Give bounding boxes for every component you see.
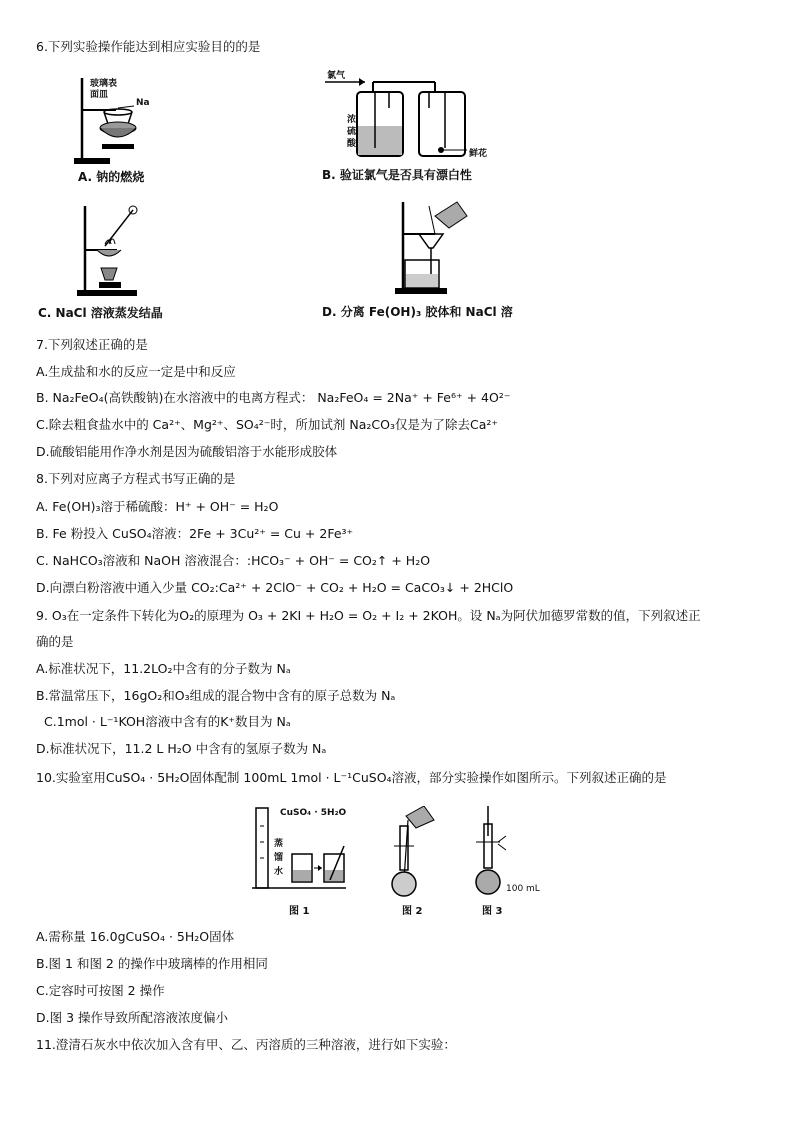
figure-a-label-dish-2: 面皿 (90, 90, 109, 100)
figure-b-chlorine-bleaching (325, 68, 495, 166)
q10-figure-3-label-volume: 100 mL (506, 884, 540, 894)
q6-stem: 6.下列实验操作能达到相应实验目的的是 (36, 39, 261, 54)
q8-option-b: B. Fe 粉投入 CuSO₄溶液：2Fe + 3Cu²⁺ = Cu + 2Fe³⁺ (36, 526, 354, 541)
figure-c-caption: C. NaCl 溶液蒸发结晶 (38, 306, 163, 320)
q11-stem: 11.澄清石灰水中依次加入含有甲、乙、丙溶质的三种溶液，进行如下实验： (36, 1037, 456, 1052)
figure-d-caption: D. 分离 Fe(OH)₃ 胶体和 NaCl 溶 (322, 305, 513, 319)
q10-figure-2-transfer (386, 806, 436, 902)
figure-d-filtration (395, 196, 475, 300)
q10-figure-2-caption: 图 2 (402, 906, 423, 917)
q10-figure-1-label-water-2: 馏 (274, 853, 284, 863)
q10-option-a: A.需称量 16.0gCuSO₄ · 5H₂O固体 (36, 929, 235, 944)
q7-option-b: B. Na₂FeO₄(高铁酸钠)在水溶液中的电离方程式： Na₂FeO₄ = 2Na⁺ + Fe⁶⁺ + 4O²⁻ (36, 390, 511, 405)
figure-c-evaporation (75, 200, 155, 300)
q7-option-d: D.硫酸铝能用作净水剂是因为硫酸铝溶于水能形成胶体 (36, 444, 338, 459)
q10-figure-1-label-water-1: 蒸 (274, 839, 284, 849)
q9-option-a: A.标准状况下，11.2LO₂中含有的分子数为 Nₐ (36, 661, 291, 676)
q10-stem: 10.实验室用CuSO₄ · 5H₂O固体配制 100mL 1mol · L⁻¹CuSO₄溶液，部分实验操作如图所示。下列叙述正确的是 (36, 770, 667, 785)
q10-figure-1-label-salt: CuSO₄ · 5H₂O (280, 808, 347, 818)
q8-option-c: C. NaHCO₃溶液和 NaOH 溶液混合：:HCO₃⁻ + OH⁻ = CO₂↑ + H₂O (36, 553, 431, 568)
figure-a-label-dish-1: 玻璃表 (90, 79, 118, 89)
q7-stem: 7.下列叙述正确的是 (36, 337, 148, 352)
q10-option-b: B.图 1 和图 2 的操作中玻璃棒的作用相同 (36, 956, 268, 971)
figure-a-caption: A. 钠的燃烧 (78, 170, 145, 184)
figure-b-label-flower: 鲜花 (469, 149, 488, 159)
q10-option-c: C.定容时可按图 2 操作 (36, 983, 165, 998)
q9-stem-line1: 9. O₃在一定条件下转化为O₂的原理为 O₃ + 2KI + H₂O = O₂ + I₂ + 2KOH。设 Nₐ为阿伏加德罗常数的值，下列叙述正 (36, 608, 701, 623)
q7-option-a: A.生成盐和水的反应一定是中和反应 (36, 364, 236, 379)
figure-b-label-acid-2: 硫 (347, 127, 357, 137)
q10-figure-1-label-water-3: 水 (274, 867, 284, 877)
q9-option-d: D.标准状况下，11.2 L H₂O 中含有的氢原子数为 Nₐ (36, 741, 327, 756)
figure-b-label-chlorine: 氯气 (327, 71, 346, 81)
figure-b-label-acid-3: 酸 (347, 139, 357, 149)
q9-option-b: B.常温常压下，16gO₂和O₃组成的混合物中含有的原子总数为 Nₐ (36, 688, 396, 703)
q9-option-c: C.1mol · L⁻¹KOH溶液中含有的K⁺数目为 Nₐ (44, 714, 291, 729)
q10-figure-1-caption: 图 1 (289, 906, 310, 917)
figure-a-label-na: Na (136, 98, 150, 108)
q8-stem: 8.下列对应离子方程式书写正确的是 (36, 471, 236, 486)
q8-option-a: A. Fe(OH)₃溶于稀硫酸：H⁺ + OH⁻ = H₂O (36, 499, 279, 514)
q7-option-c: C.除去粗食盐水中的 Ca²⁺、Mg²⁺、SO₄²⁻时，所加试剂 Na₂CO₃仅是为了除去Ca²⁺ (36, 417, 498, 432)
q8-option-d: D.向漂白粉溶液中通入少量 CO₂:Ca²⁺ + 2ClO⁻ + CO₂ + H₂O = CaCO₃↓ + 2HClO (36, 580, 514, 595)
q9-stem-line2: 确的是 (36, 634, 74, 649)
figure-a-sodium-burning (70, 68, 180, 168)
q10-option-d: D.图 3 操作导致所配溶液浓度偏小 (36, 1010, 228, 1025)
figure-b-label-acid-1: 浓 (347, 115, 357, 125)
figure-b-caption: B. 验证氯气是否具有漂白性 (322, 168, 472, 182)
q10-figure-3-caption: 图 3 (482, 906, 503, 917)
q10-figure-1-dissolving (250, 806, 350, 902)
q10-figure-3-volume-flask (472, 806, 552, 902)
